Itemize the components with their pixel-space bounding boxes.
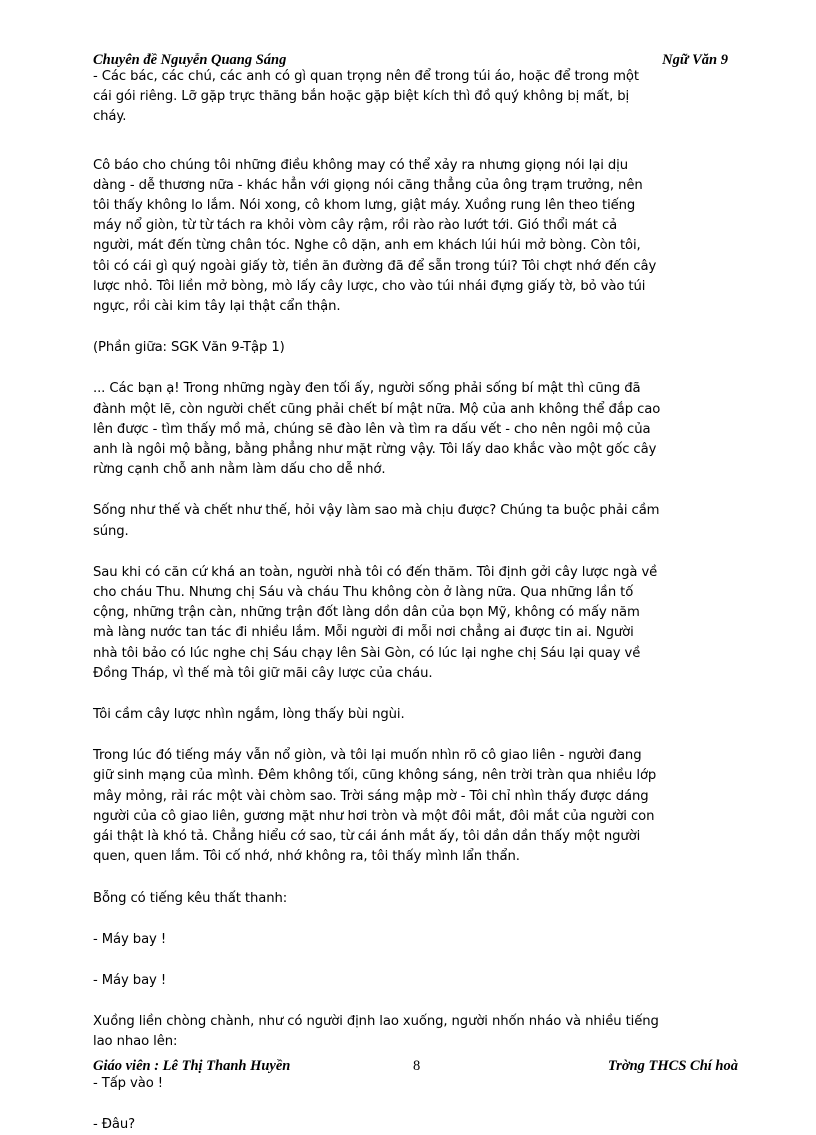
- header-subject: Ngữ Văn 9: [662, 52, 728, 68]
- paragraph: - Tấp vào !: [93, 1075, 163, 1091]
- page-number: 8: [413, 1058, 421, 1074]
- document-body: [93, 67, 748, 1135]
- paragraph: Sống như thế và chết như thế, hỏi vậy làm sao mà chịu được? Chúng ta buộc phải cầm súng.: [93, 503, 660, 539]
- paragraph: Cô báo cho chúng tôi những điều không may có thể xảy ra nhưng giọng nói lại dịu dàng - dễ thương nữa - khác hẳn với giọng nói căng thẳng của ông trạm trưởng, nên tôi thấy không lo lắm. Nói xong, cô khom lưng, giật máy. Xuồng rung lên theo tiếng máy nổ giòn, từ từ tách ra khỏi vòm cây rậm, rồi rào rào lướt tới. Gió thổi mát cả người, mát đến từng chân tóc. Nghe cô dặn, anh em khách lúi húi mở bòng. Còn tôi, tôi có cái gì quý ngoài giấy tờ, tiền ăn đường đã để sẵn trong túi? Tôi chợt nhớ đến cây lược nhỏ. Tôi liền mở bòng, mò lấy cây lược, cho vào túi nhái đựng giấy tờ, bỏ vào túi ngực, rồi cài kim tây lại thật cẩn thận.: [93, 157, 657, 315]
- paragraph: - Đâu?: [93, 1116, 136, 1132]
- paragraph: Sau khi có căn cứ khá an toàn, người nhà tôi có đến thăm. Tôi định gởi cây lược ngà về cho cháu Thu. Nhưng chị Sáu và cháu Thu không còn ở làng nữa. Qua những lần tố cộng, những trận càn, những trận đốt làng dồn dân của bọn Mỹ, không có mấy năm mà làng nước tan tác đi nhiều lắm. Mỗi người đi mỗi nơi chẳng ai được tin ai. Người nhà tôi bảo có lúc nghe chị Sáu chạy lên Sài Gòn, có lúc lại nghe chị Sáu lại quay về Đồng Tháp, vì thế mà tôi giữ mãi cây lược của cháu.: [93, 564, 658, 681]
- paragraph: - Máy bay !: [93, 931, 167, 947]
- paragraph: ... Các bạn ạ! Trong những ngày đen tối ấy, người sống phải sống bí mật thì cũng đã đành một lẽ, còn người chết cũng phải chết bí mật nữa. Mộ của anh không thể đắp cao lên được - tìm thấy mồ mả, chúng sẽ đào lên và tìm ra dấu vết - cho nên ngôi mộ của anh là ngôi mộ bằng, bằng phẳng như mặt rừng vậy. Tôi lấy dao khắc vào một gốc cây rừng cạnh chỗ anh nằm làm dấu cho dễ nhớ.: [93, 381, 661, 478]
- paragraph: (Phần giữa: SGK Văn 9-Tập 1): [93, 340, 285, 356]
- paragraph: Bỗng có tiếng kêu thất thanh:: [93, 890, 288, 906]
- paragraph: Tôi cầm cây lược nhìn ngắm, lòng thấy bùi ngùi.: [93, 707, 405, 723]
- footer-teacher: Giáo viên : Lê Thị Thanh Huyền: [93, 1058, 291, 1074]
- header-topic: Chuyên đề Nguyễn Quang Sáng: [93, 52, 287, 68]
- paragraph: Xuồng liền chòng chành, như có người định lao xuống, người nhốn nháo và nhiều tiếng lao nhao lên:: [93, 1014, 659, 1050]
- page-footer: [93, 1057, 738, 1075]
- paragraph: - Máy bay !: [93, 972, 167, 988]
- footer-school: Trờng THCS Chí hoà: [607, 1058, 738, 1074]
- paragraph: - Các bác, các chú, các anh có gì quan trọng nên để trong túi áo, hoặc để trong một cái gói riêng. Lỡ gặp trực thăng bắn hoặc gặp biệt kích thì đồ quý không bị mất, bị cháy.: [93, 69, 639, 125]
- paragraph: Trong lúc đó tiếng máy vẫn nổ giòn, và tôi lại muốn nhìn rõ cô giao liên - người đang giữ sinh mạng của mình. Đêm không tối, cũng không sáng, nên trời tràn qua nhiều lớp mây mỏng, rải rác một vài chòm sao. Trời sáng mập mờ - Tôi chỉ nhìn thấy được dáng người của cô giao liên, gương mặt như hơi tròn và một đôi mắt, đôi mắt của người con gái thật là khó tả. Chẳng hiểu cớ sao, từ cái ánh mắt ấy, tôi dần dần thấy một người quen, quen lắm. Tôi cố nhớ, nhớ không ra, tôi thấy mình lẩn thẩn.: [93, 748, 657, 865]
